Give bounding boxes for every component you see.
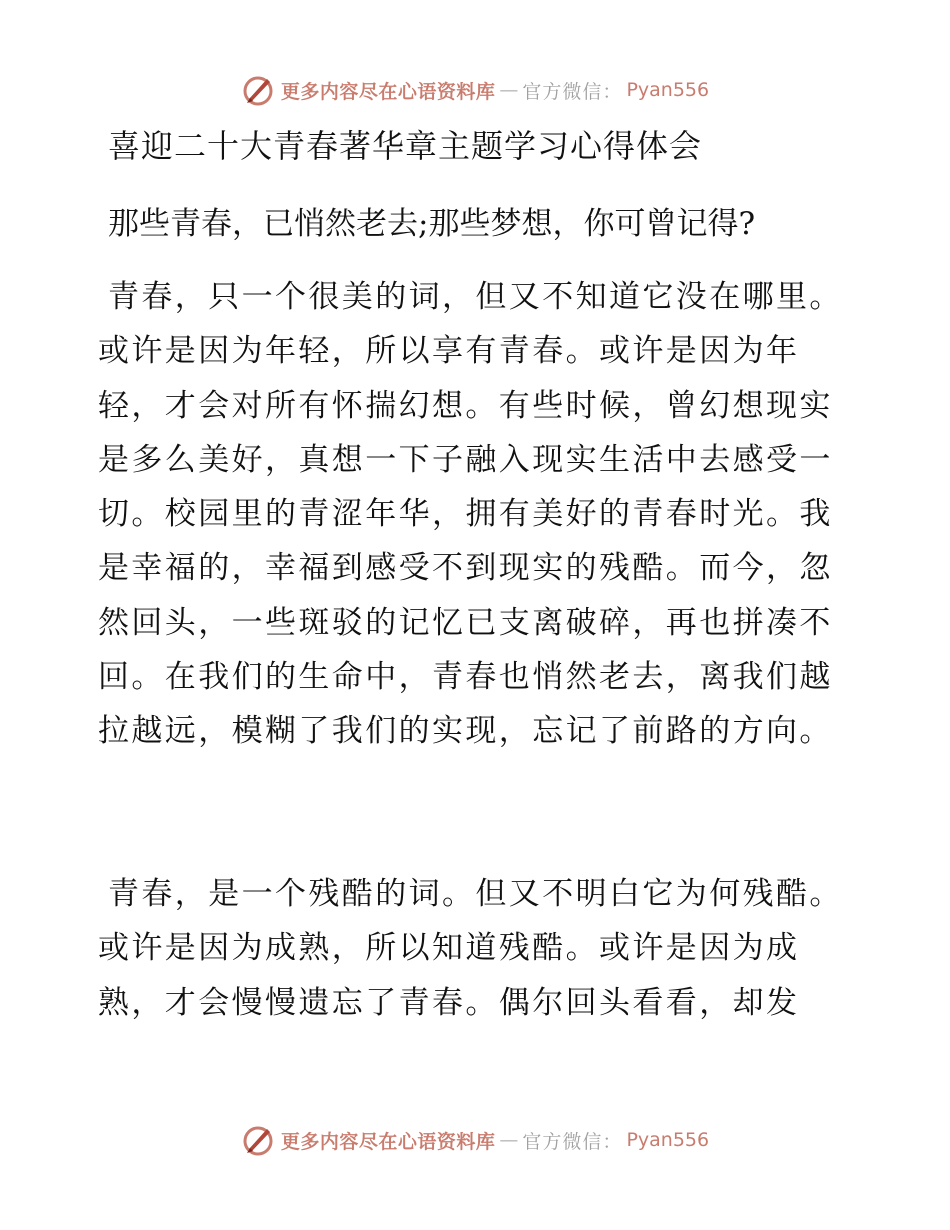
watermark-wechat-label: 官方微信： (522, 80, 623, 103)
footer-watermark (0, 1120, 950, 1160)
watermark-wechat-label: 官方微信： (522, 1130, 623, 1153)
watermark-dash: — (499, 79, 519, 101)
quill-pen-logo-icon (241, 1123, 275, 1157)
watermark-brand: 更多内容尽在心语资料库 (280, 1130, 496, 1153)
document-subtitle: 那些青春，已悄然老去;那些梦想，你可曾记得? (108, 206, 756, 242)
document-title: 喜迎二十大青春著华章主题学习心得体会 (108, 127, 703, 165)
quill-pen-logo-icon (241, 73, 275, 107)
watermark-wechat-id: Pyan556 (626, 1129, 710, 1151)
watermark-dash: — (499, 1129, 519, 1151)
paragraph-1: 青春，只一个很美的词，但又不知道它没在哪里。或许是因为年轻，所以享有青春。或许是因为年轻，才会对所有怀揣幻想。有些时候，曾幻想现实是多么美好，真想一下子融入现实生活中去感受一切。校园里的青涩年华，拥有美好的青春时光。我是幸福的，幸福到感受不到现实的残酷。而今，忽然回头，一些斑驳的记忆已支离破碎，再也拼凑不回。在我们的生命中，青春也悄然老去，离我们越拉越远，模糊了我们的实现，忘记了前路的方向。 (98, 279, 843, 750)
watermark-brand: 更多内容尽在心语资料库 (280, 80, 496, 103)
watermark-wechat-id: Pyan556 (626, 79, 710, 101)
paragraph-2: 青春，是一个残酷的词。但又不明白它为何残酷。或许是因为成熟，所以知道残酷。或许是因为成熟，才会慢慢遗忘了青春。偶尔回头看看，却发 (98, 876, 843, 1021)
header-watermark (0, 70, 950, 110)
